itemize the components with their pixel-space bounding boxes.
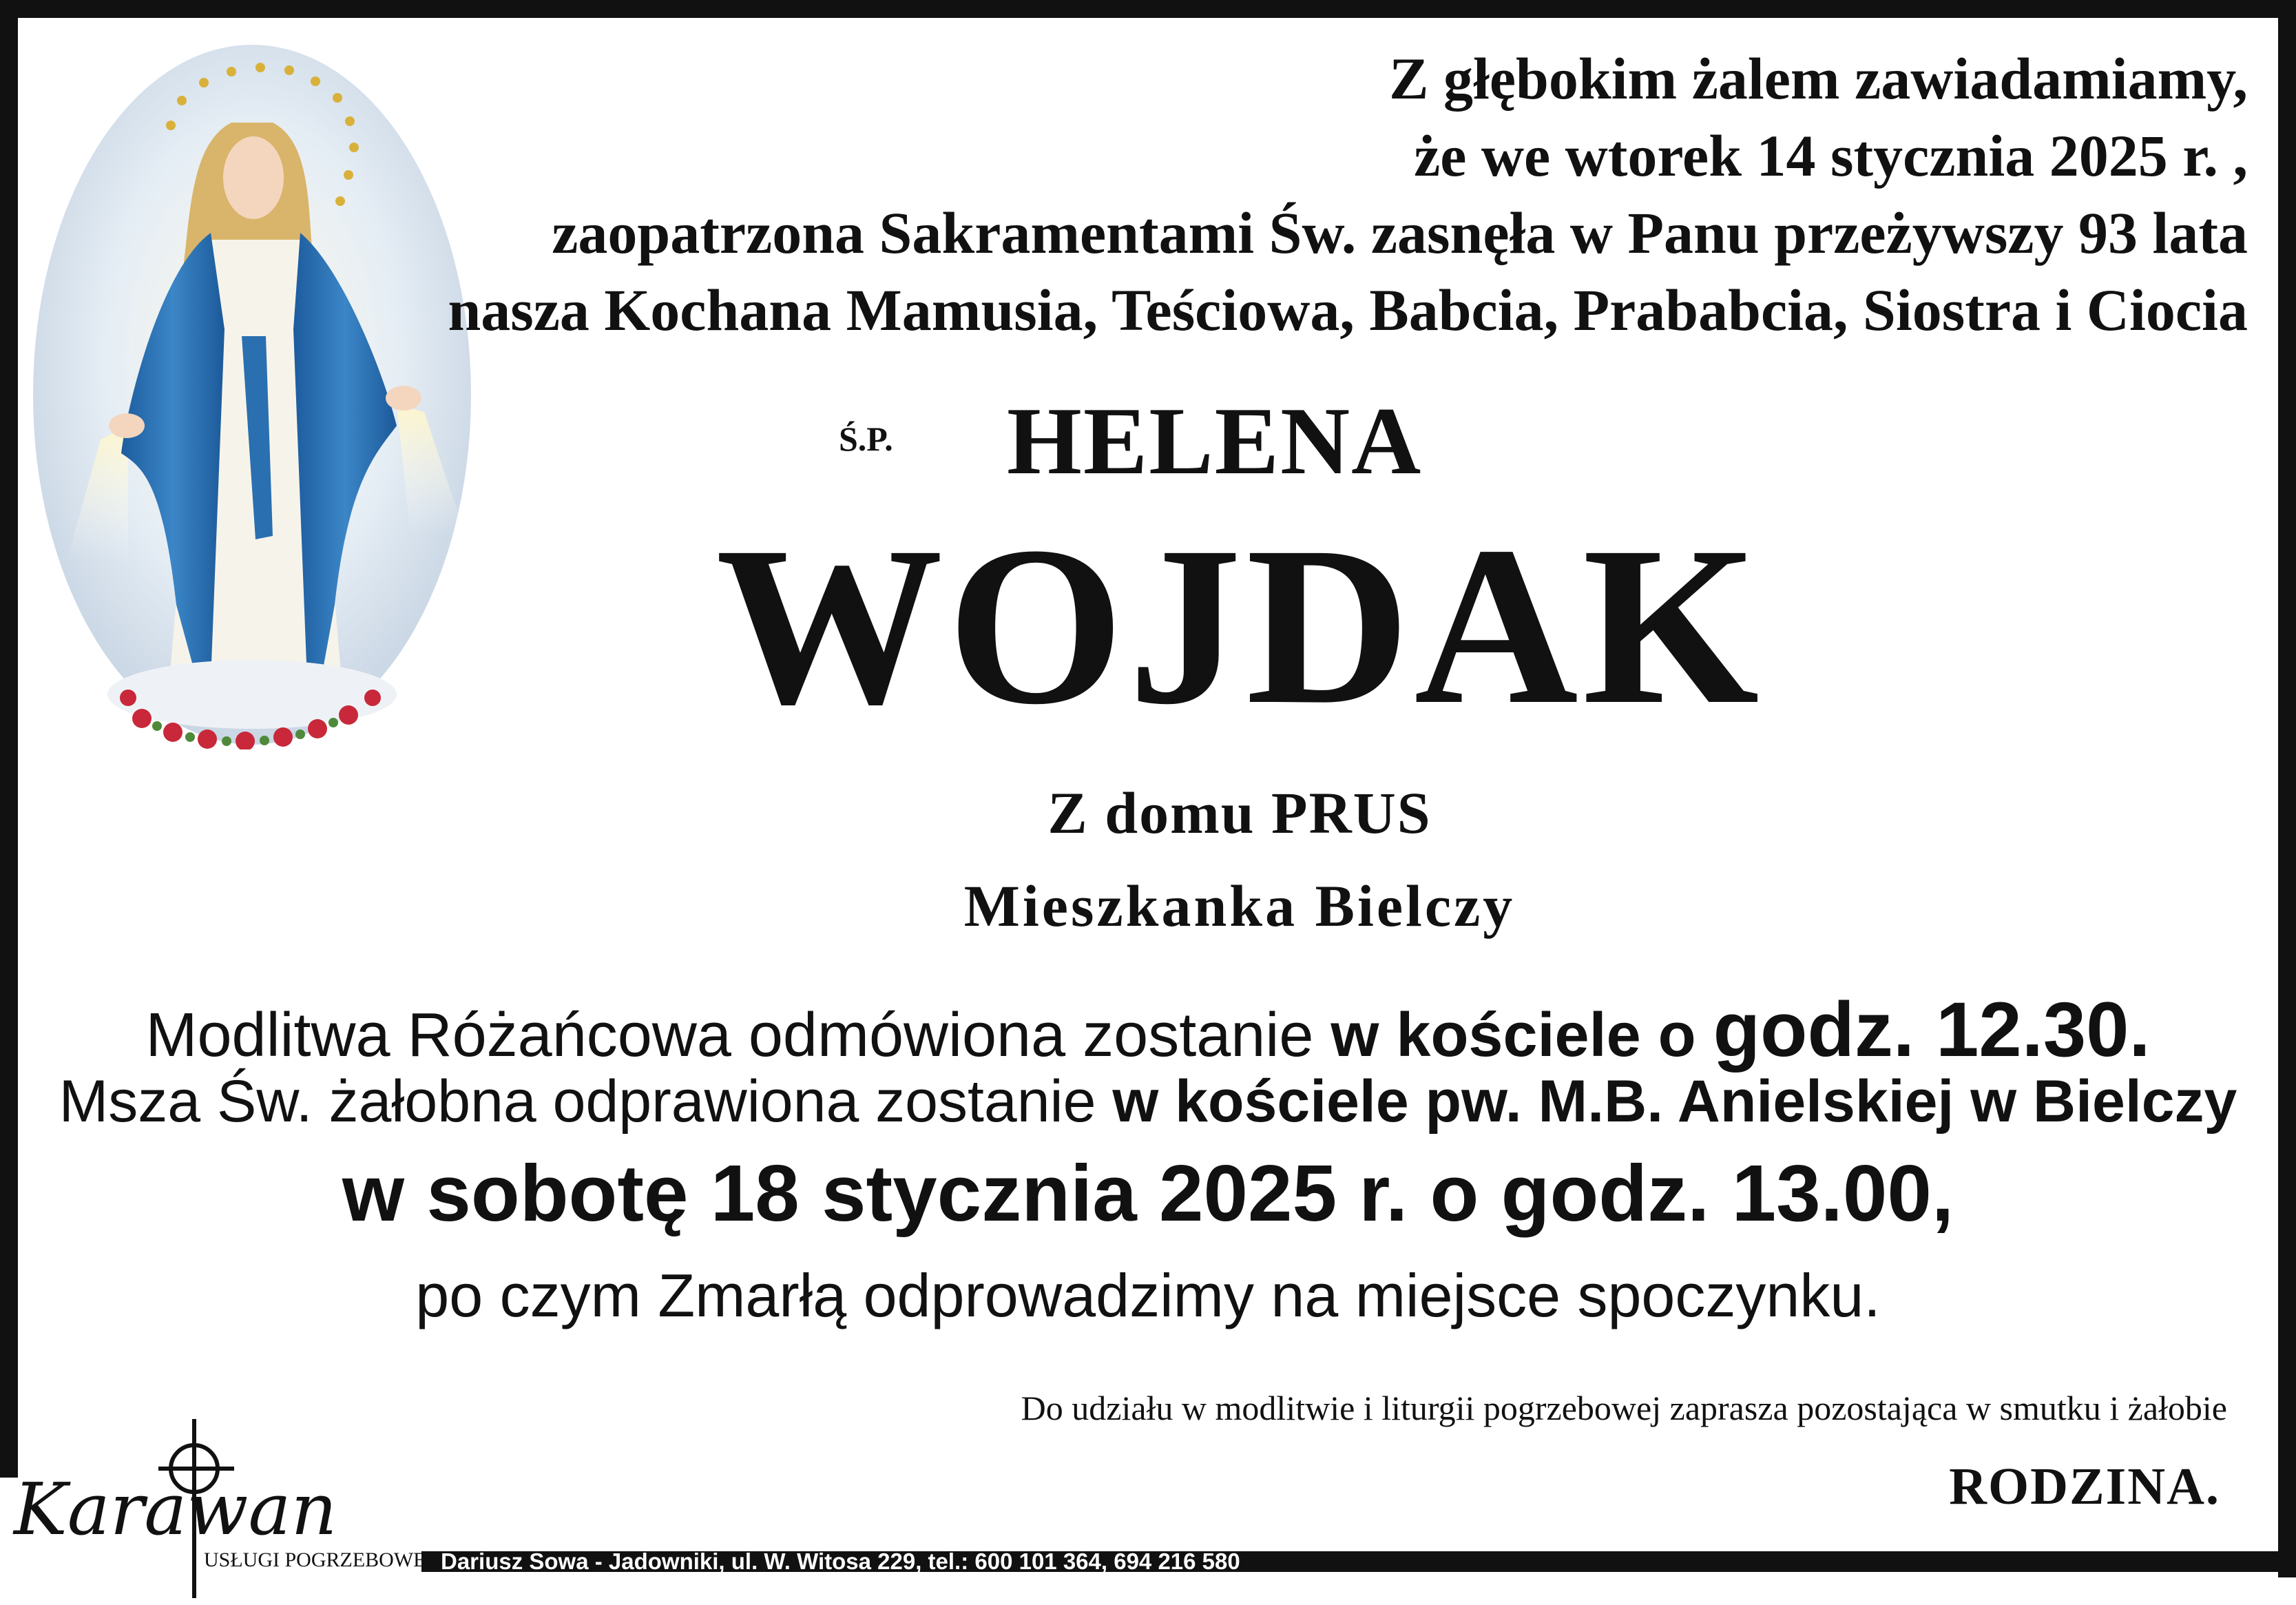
invitation-text: Do udziału w modlitwie i liturgii pogrzebowej zaprasza pozostająca w smutku i żałobie: [1021, 1389, 2227, 1427]
prefix-label: Ś.P.: [839, 420, 893, 458]
intro-line-4: nasza Kochana Mamusia, Teściowa, Babcia, Prababcia, Siostra i Ciocia: [448, 277, 2248, 343]
intro-line-3: zaopatrzona Sakramentami Św. zasnęła w Panu przeżywszy 93 lata: [552, 200, 2248, 266]
mass-line: [55, 1068, 2241, 1136]
signature: RODZINA.: [1949, 1458, 2220, 1515]
residence: Mieszkanka Bielczy: [963, 873, 1516, 939]
rosary-time: godz. 12.30.: [1713, 986, 2151, 1073]
logo-subtitle: USŁUGI POGRZEBOWE: [204, 1549, 426, 1571]
mass-plain: Msza Św. żałobna odprawiona zostanie: [59, 1068, 1113, 1135]
madonna-image: [25, 40, 479, 749]
maiden-name: Z domu PRUS: [1047, 780, 1432, 846]
rosary-line: [55, 985, 2241, 1074]
first-name: HELENA: [1007, 388, 1423, 495]
logo-name: Karawan: [14, 1467, 337, 1551]
intro-line-2: że we wtorek 14 stycznia 2025 r. ,: [1414, 123, 2248, 189]
frame-right-border: [2278, 0, 2296, 1577]
rosary-place: w kościele o: [1330, 1001, 1713, 1070]
contact-info: Dariusz Sowa - Jadowniki, ul. W. Witosa 229, tel.: 600 101 364, 694 216 580: [441, 1549, 1240, 1574]
frame-left-border: [0, 0, 18, 1478]
surname: WOJDAK: [716, 500, 1764, 752]
intro-text: [448, 40, 2248, 349]
mass-place: w kościele pw. M.B. Anielskiej w Bielczy: [1112, 1068, 2237, 1135]
rosary-plain: Modlitwa Różańcowa odmówiona zostanie: [145, 1001, 1331, 1070]
date-line: w sobotę 18 stycznia 2025 r. o godz. 13.00,: [342, 1148, 1954, 1238]
intro-line-1: Z głębokim żalem zawiadamiamy,: [1389, 45, 2248, 112]
frame-top-border: [0, 0, 2296, 18]
burial-line: po czym Zmarłą odprowadzimy na miejsce spoczynku.: [415, 1261, 1881, 1329]
